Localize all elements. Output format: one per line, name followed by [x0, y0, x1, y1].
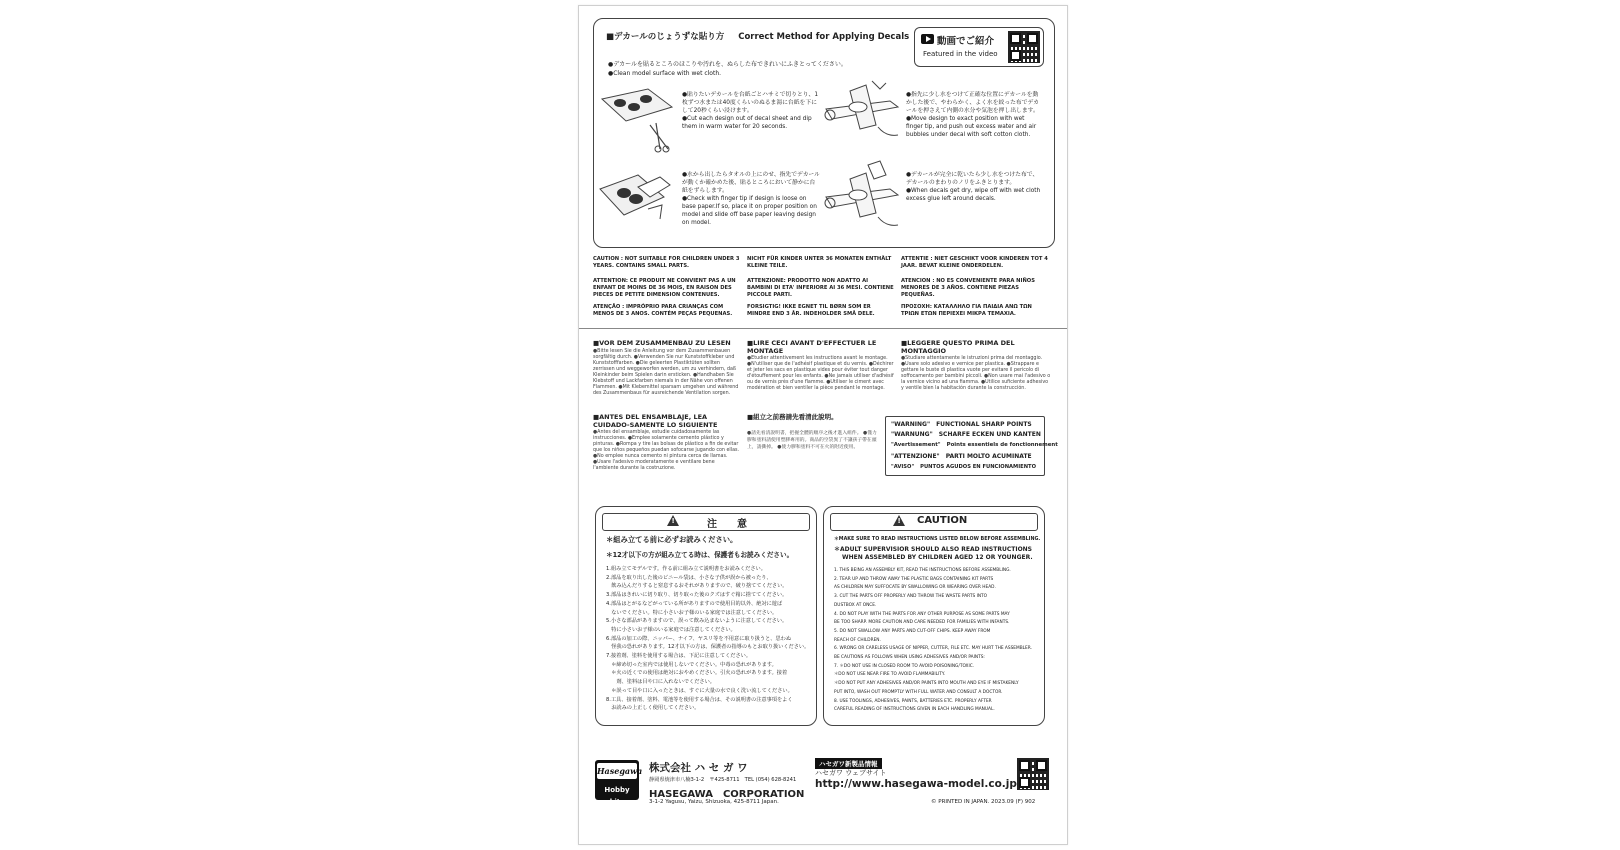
caution-lead-1: ＊MAKE SURE TO READ INSTRUCTIONS LISTED BELOW BEFORE ASSEMBLING.	[834, 537, 1041, 542]
warning-row-es: "AVISO" PUNTOS AGUDOS EN FUNCIONAMIENTO	[891, 464, 1036, 470]
chui-items: 1.組み立てモデルです。作る前に組み立て説明書をお読みください。 2.部品を取り出した後のビニール袋は、小さな子供が誤から被ったり、 飲み込んだりすると窒息するおそれがありますので、破り捨ててください。 3.部品はきれいに切り取り、切り取った後のクズはすぐ箱に捨ててください。 4.部品はとがるなどがっている所がありますので使用目的以外、絶対に遊ば ないでください。特に小さいお子様のいる家庭では注意してください。 5.小さな部品がありますので、誤って飲み込まないように注意してください。 特に小さいお子様のいる家庭では注意してください。 6.部品の加工の際、ニッパー、ナイフ、ヤスリ等を不用意に取り扱うと、思わぬ 怪我の恐れがあります。12才以下の方は、保護者の指導のもとお取り扱いください。 7.接着剤、塗料を使用する場合は、下記に注意してください。 ＊締め切った室内では使用しないでください。中毒の恐れがあります。 ＊火の近くでの使用は絶対におやめください。引火の恐れがあります。接着 剤、塗料は目や口に入れないでください。 ＊誤って目や口に入ったときは、すぐに大量の水で良く洗い流してください。 8.工具、接着剤、塗料、電池等を使用する場合は、その説明書の注意事項をよく お読みの上正しく使用してください。	[606, 566, 810, 712]
logo-top-text: Hasegawa	[597, 763, 637, 779]
corporation-address-jp: 静岡県焼津市八楠3-1-2 〒425-8711 TEL (054) 628-8241	[649, 777, 797, 783]
read-before-es-head: ■ANTES DEL ENSAMBLAJE, LEA CUIDADO-SAMENTE LO SIGUIENTE	[593, 413, 718, 429]
step-wipe-glue-en: ●When decals get dry, wipe off with wet cloth excess glue left around decals.	[906, 188, 1041, 202]
read-before-it-body: ●Studiare attentamente le istruzioni prima del montaggio. ●Usare solo adesivo e vernice per plastica. ●Strappare e gettare le buste di plastica vuote per evitare il pericolo di soffocamento per bambini piccoli. ●Non usare mai l'adesivo o la vernice vicino ad una fiamma. ●Utilice suficiente adhesivo y ventile bien la habitación durante la construcción.	[901, 356, 1051, 391]
read-before-es-body: ●Antes del ensamblaje, estudie cuidadosamente las instrucciones. ●Emplee solamente cemento plástico y pinturas. ●Rompa y tire las bolsas de plástico a fin de evitar que los niños pequeños puedan sofocarse jugando con ellas. ●No emplee nunca cemento ni pintura cerca de llamas. ●Usare l'adesivo moderatamente e ventilare bene l'ambiente durante la costruzione.	[593, 430, 740, 471]
warning-triangle-icon	[667, 515, 679, 526]
decal-title-jp: ■デカールのじょうずな貼り方	[606, 32, 725, 42]
step-slide-decal-jp: ●水から出したらタオルの上にのせ、指先でデカールが動くか確かめた後、貼るところにおいて静かに台紙をずらします。	[682, 172, 820, 194]
hasegawa-logo	[595, 760, 643, 806]
caution-el: ΠΡΟΣΟΧΗ: ΚΑΤΑΛΛΗΛΟ ΓΙΑ ΠΑΙΔΙΑ ΑΝΩ ΤΩΝ ΤΡΙΩΝ ΕΤΩΝ ΠΕΡΙΕΧΕΙ ΜΙΚΡΑ ΤΕΜΑΧΙΑ.	[901, 304, 1032, 317]
read-before-fr-body: ●Etudier attentivement les instructions avant le montage. ●N'utiliser que de l'adhésif plastique et du vernis. ●Déchirer et jeter les sacs en plastique vides pour éviter tout danger d'étouffement pour les enfants. ●Ne jamais utiliser d'adhésif ou de vernis près d'une flamme. ●Utiliser le ciment avec modération et bien ventiler la pièce pendant le montage.	[747, 356, 894, 391]
warning-triangle-icon	[893, 515, 905, 526]
step-cut-decal	[682, 91, 820, 131]
chui-lead-2: ＊12才以下の方が組み立てる時は、保護者もお読みください。	[606, 551, 794, 559]
decal-intro	[608, 61, 968, 78]
new-products-badge: ハセガワ新製品情報	[815, 758, 882, 769]
decal-title	[606, 30, 909, 42]
caution-es: ATENCION : NO ES CONVENIENTE PARA NIÑOS MENORES DE 3 AÑOS. CONTIENE PIEZAS PEQUEÑAS.	[901, 278, 1035, 298]
logo-bottom-text: Hobby kits	[604, 786, 630, 806]
website-label-jp: ハセガワ ウェブサイト	[815, 769, 887, 777]
step-cut-decal-jp: ●貼りたいデカールを台紙ごとハサミで切りとり、1枚ずつ水または40度くらいのぬるま湯に台紙を下にして20秒くらい浸けます。	[682, 92, 819, 114]
caution-lead-2: ＊ADULT SUPERVISIOR SHOULD ALSO READ INSTRUCTIONS	[834, 546, 1033, 553]
sharp-points-warning-box	[885, 416, 1058, 476]
warning-row-fr: "Avertissement" Points essentiels de fonctionnement	[891, 442, 1058, 448]
step-wipe-glue-jp: ●デカールが完全に乾いたら少し水をつけた布で、デカールのまわりのノリをふきとります。	[906, 172, 1039, 186]
section-divider	[579, 328, 1067, 329]
step-position-decal-jp: ●指先に少し水をつけて正確な位置にデカールを動かした後で、やわらかく、よく水を絞った布でデカールを押さえて内側の水分や気泡を押し出します。	[906, 92, 1039, 114]
step-slide-decal-en: ●Check with finger tip if design is loose on base paper.If so, place it on proper position on model and slide off base paper leaving design on model.	[682, 196, 817, 226]
video-label-en: Featured in the video	[923, 50, 998, 58]
read-before-zh-body: ●請先看清說明書，把握全體的順序之後才進入組件。 ●僅力膠和塗料請使用塑膠專用的。商品的空袋異了不讓孩子帶在頭上，請撕掉。 ●使力膠和塗料不可在火的附近使用。	[747, 431, 877, 451]
english-caution-box	[823, 506, 1045, 726]
chui-header	[602, 513, 810, 531]
caution-it: ATTENZIONE: PRODOTTO NON ADATTO AI BAMBINI DI ETA' INFERIORE AI 36 MESI. CONTIENE PICCOLE PARTI.	[747, 278, 894, 298]
caution-nl: ATTENTIE : NIET GESCHIKT VOOR KINDEREN TOT 4 JAAR. BEVAT KLEINE ONDERDELEN.	[901, 256, 1048, 269]
warning-row-de: "WARNUNG" SCHARFE ECKEN UND KANTEN	[891, 431, 1041, 438]
decal-title-en: Correct Method for Applying Decals	[738, 32, 910, 42]
caution-header	[830, 513, 1038, 531]
step-wipe-glue	[906, 171, 1042, 203]
corporation-name-en: HASEGAWA CORPORATION	[649, 789, 805, 800]
caution-da: FORSIGTIG! IKKE EGNET TIL BØRN SOM ER MINDRE END 3 ÅR. INDEHOLDER SMÅ DELE.	[747, 304, 875, 317]
decal-intro-en: ●Clean model surface with wet cloth.	[608, 69, 722, 77]
aircraft-cloth-illustration	[820, 157, 902, 237]
read-before-fr-head: ■LIRE CECI AVANT D'EFFECTUER LE MONTAGE	[747, 339, 877, 355]
corporation-name-jp: 株式会社 ハ セ ガ ワ	[649, 762, 748, 774]
play-icon	[921, 34, 934, 44]
corporation-address-en: 3-1-2 Yagusu, Yaizu, Shizuoka, 425-8711 Japan.	[649, 799, 779, 805]
video-label-jp: 動画でご紹介	[937, 36, 995, 47]
read-before-de-head: ■VOR DEM ZUSAMMENBAU ZU LESEN	[593, 339, 731, 347]
step-slide-decal	[682, 171, 820, 227]
warning-row-it: "ATTENZIONE" PARTI MOLTO ACUMINATE	[891, 453, 1032, 460]
warning-row-en: "WARNING" FUNCTIONAL SHARP POINTS	[891, 421, 1032, 428]
caution-title: CAUTION	[917, 515, 968, 526]
caution-pt: ATENÇÃO : IMPRÓPRIO PARA CRIANÇAS COM MENOS DE 3 ANOS. CONTÉM PEÇAS PEQUENAS.	[593, 304, 733, 317]
printed-in-japan: © PRINTED IN JAPAN. 2023.09 (F) 902	[931, 799, 1036, 805]
caution-en: CAUTION : NOT SUITABLE FOR CHILDREN UNDER 3 YEARS. CONTAINS SMALL PARTS.	[593, 256, 740, 269]
decal-sheet-scissors-illustration	[598, 85, 678, 153]
decal-method-box	[593, 18, 1055, 248]
caution-lead-3: WHEN ASSEMBLED BY CHILDREN AGED 12 OR YOUNGER.	[842, 554, 1033, 561]
website-url[interactable]: http://www.hasegawa-model.co.jp	[815, 778, 1017, 790]
qr-code-icon	[1017, 758, 1049, 790]
step-cut-decal-en: ●Cut each design out of decal sheet and dip them in warm water for 20 seconds.	[682, 116, 812, 130]
instruction-sheet	[578, 5, 1068, 845]
caution-fr: ATTENTION: CE PRODUIT NE CONVIENT PAS A UN ENFANT DE MOINS DE 36 MOIS, EN RAISON DES PIECES DE PETITE DIMENSION CONTENUES.	[593, 278, 736, 298]
qr-code-icon	[1008, 31, 1040, 63]
step-position-decal-en: ●Move design to exact position with wet finger tip, and push out excess water and air bubbles under decal with soft cotton cloth.	[906, 116, 1037, 138]
step-position-decal	[906, 91, 1042, 139]
caution-de: NICHT FÜR KINDER UNTER 36 MONATEN ENTHÄLT KLEINE TEILE.	[747, 256, 892, 269]
chui-lead-1: ＊組み立てる前に必ずお読みください。	[606, 535, 738, 544]
caution-items: 1. THIS BEING AN ASSEMBLY KIT, READ THE INSTRUCTIONS BEFORE ASSEMBLING. 2. TEAR UP AND THROW AWAY THE PLASTIC BAGS CONTAINING KIT PARTS AS CHILDREN MAY SUFFOCATE BY SWALLOWING OR WEARING OVER HEAD. 3. CUT THE PARTS OFF PROPERLY AND THROW THE WASTE PARTS INTO DUSTBOX AT ONCE. 4. DO NOT PLAY WITH THE PARTS FOR ANY OTHER PURPOSE AS SOME PARTS MAY BE TOO SHARP. MORE CAUTION AND CARE NEEDED FOR FAMILIES WITH INFANTS. 5. DO NOT SWALLOW ANY PARTS AND CUT-OFF CHIPS. KEEP AWAY FROM REACH OF CHILDREN. 6. WRONG OR CARELESS USAGE OF NIPPER, CUTTER, FILE ETC. MAY HURT THE ASSEMBLER. BE CAUTIONS AS FOLLOWS WHEN USING ADHESIVES AND/OR PAINTS: 7. ＊DO NOT USE IN CLOSED ROOM TO AVOID POISONING/TOXIC. ＊DO NOT USE NEAR FIRE TO AVOID FLAMMABILITY. ＊DO NOT PUT ANY ADHESIVES AND/OR PAINTS INTO MOUTH AND EYE IF MISTAKENLY PUT INTO, WASH OUT PROMPTLY WITH FULL WATER AND CONSULT A DOCTOR. 8. USE TOOLINGS, ADHESIVES, PAINTS, BATTERIES ETC. PROPERLY AFTER CAREFUL READING OF INSTRUCTIONS GIVEN IN EACH HANDLING MANUAL.	[834, 568, 1032, 713]
read-before-it-head: ■LEGGERE QUESTO PRIMA DEL MONTAGGIO	[901, 339, 1015, 355]
decal-intro-jp: ●デカールを貼るところのほこりや汚れを、ぬらした布できれいにふきとってください。	[608, 61, 847, 68]
chui-title: 注 意	[707, 519, 747, 530]
read-before-zh-head: ■組立之前務請先看清此說明。	[747, 413, 838, 421]
aircraft-fingertip-illustration	[820, 71, 902, 149]
read-before-de-body: ●Bitte lesen Sie die Anleitung vor dem Zusammenbauen sorgfältig durch. ●Verwenden Sie nur Kunststoffkleber und Kunststofffarben. ●Die geleerten Plastiktüten sollten zerrissen und weggeworfen werden, um zu verhindern, daß Kleinkinder beim Spielen darin ersticken. ●Handhaben Sie Klebstoff und Lackfarben niemals in der Nähe von offenen Flammen. ●Mit Klebemittel sparsam umgehen und während des Zusammenbaus für ausreichende Ventilation sorgen.	[593, 349, 739, 396]
towel-decal-illustration	[598, 169, 678, 233]
chui-caution-box	[595, 506, 817, 726]
